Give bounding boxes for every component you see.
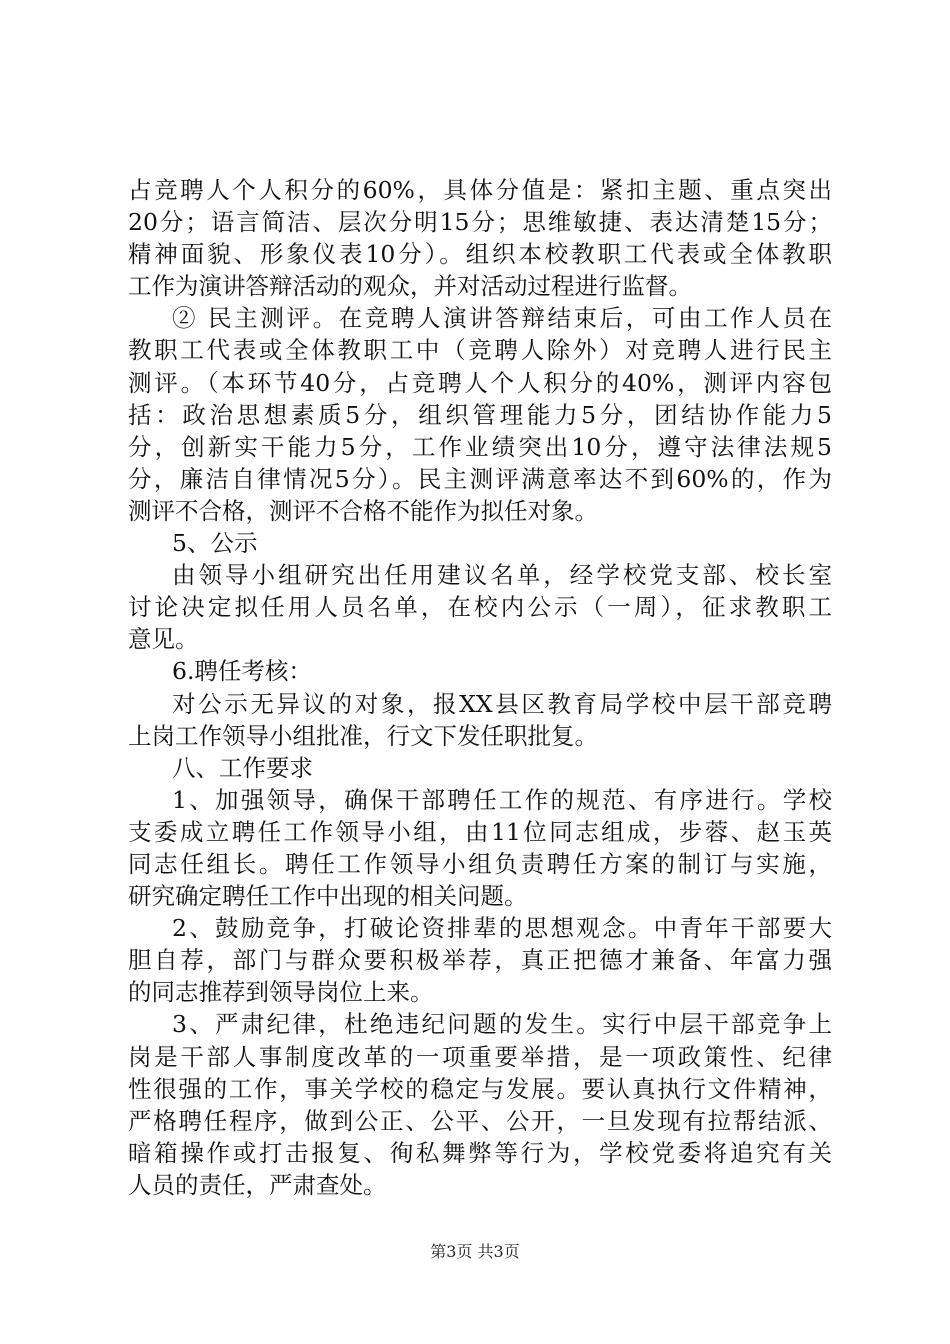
text-line: 严格聘任程序，做到公正、公平、公开，一旦发现有拉帮结派、 xyxy=(128,1106,832,1135)
text-line: 意见。 xyxy=(128,625,199,654)
text-line: 由领导小组研究出任用建议名单，经学校党支部、校长室 xyxy=(172,561,832,590)
section-heading: 5、公示 xyxy=(172,529,258,558)
text-line: 同志任组长。聘任工作领导小组负责聘任方案的制订与实施， xyxy=(128,849,832,878)
text-line: 工作为演讲答辩活动的观众，并对活动过程进行监督。 xyxy=(128,272,692,301)
text-line: 上岗工作领导小组批准，行文下发任职批复。 xyxy=(128,721,598,750)
text-line: 精神面貌、形象仪表10分）。组织本校教职工代表或全体教职 xyxy=(128,240,832,269)
text-line: 性很强的工作，事关学校的稳定与发展。要认真执行文件精神， xyxy=(128,1074,832,1103)
text-line: 2、鼓励竞争，打破论资排辈的思想观念。中青年干部要大 xyxy=(172,914,832,943)
text-line: 3、严肃纪律，杜绝违纪问题的发生。实行中层干部竞争上 xyxy=(172,1010,832,1039)
text-line: 对公示无异议的对象，报XX县区教育局学校中层干部竞聘 xyxy=(172,689,832,718)
section-heading: 6.聘任考核： xyxy=(172,657,312,686)
document-body xyxy=(128,174,832,1201)
text-line: 括：政治思想素质5分，组织管理能力5分，团结协作能力5 xyxy=(128,400,832,429)
text-line: 测评不合格，测评不合格不能作为拟任对象。 xyxy=(128,496,598,525)
text-line: 研究确定聘任工作中出现的相关问题。 xyxy=(128,882,528,911)
text-line: 分，廉洁自律情况5分）。民主测评满意率达不到60%的，作为 xyxy=(128,464,832,493)
text-line: 1、加强领导，确保干部聘任工作的规范、有序进行。学校 xyxy=(172,785,832,814)
text-line: 岗是干部人事制度改革的一项重要举措，是一项政策性、纪律 xyxy=(128,1042,832,1071)
text-line: 测评。（本环节40分，占竞聘人个人积分的40%，测评内容包 xyxy=(128,368,832,397)
section-heading: 八、工作要求 xyxy=(172,753,313,782)
text-line: 胆自荐，部门与群众要积极举荐，真正把德才兼备、年富力强 xyxy=(128,946,832,975)
text-line: 教职工代表或全体教职工中（竞聘人除外）对竞聘人进行民主 xyxy=(128,336,832,365)
text-line: 占竞聘人个人积分的60%，具体分值是：紧扣主题、重点突出 xyxy=(128,176,832,204)
text-line: 暗箱操作或打击报复、徇私舞弊等行为，学校党委将追究有关 xyxy=(128,1138,832,1167)
text-line: 分，创新实干能力5分，工作业绩突出10分，遵守法律法规5 xyxy=(128,432,832,461)
text-line: ② 民主测评。在竞聘人演讲答辩结束后，可由工作人员在 xyxy=(172,304,832,333)
text-line: 讨论决定拟任用人员名单，在校内公示（一周），征求教职工 xyxy=(128,593,832,622)
page-footer xyxy=(0,1242,950,1262)
text-line: 的同志推荐到领导岗位上来。 xyxy=(128,978,434,1007)
text-line: 支委成立聘任工作领导小组，由11位同志组成，步蓉、赵玉英 xyxy=(128,817,832,846)
text-line: 20分；语言简洁、层次分明15分；思维敏捷、表达清楚15分； xyxy=(128,208,832,237)
text-line: 人员的责任，严肃查处。 xyxy=(128,1170,387,1199)
page-number: 第3页 共3页 xyxy=(430,1242,520,1261)
